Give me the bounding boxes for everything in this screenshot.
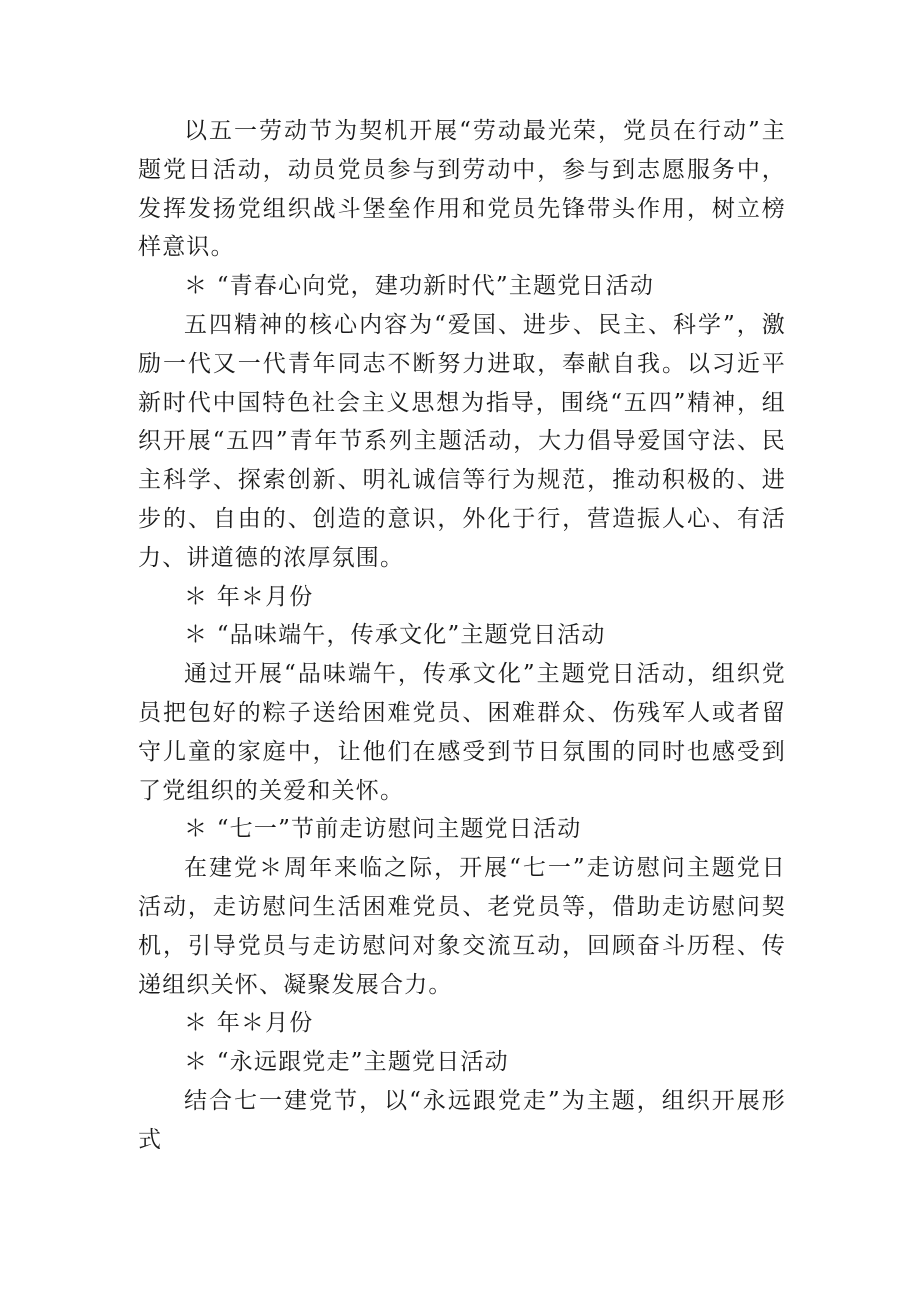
heading-july-first-visit: ＊ “七一”节前走访慰问主题党日活动 bbox=[184, 816, 582, 843]
document-body bbox=[138, 112, 786, 1160]
paragraph-may-fourth: 五四精神的核心内容为“爱国、进步、民主、科学”，激励一代又一代青年同志不断努力进取，奉献自我。以习近平新时代中国特色社会主义思想为指导，围绕“五四”精神，组织开展“五四”青年节系列主题活动，大力倡导爱国守法、民主科学、探索创新、明礼诚信等行为规范，推动积极的、进步的、自由的、创造的意识，外化于行，营造振人心、有活力、讲道德的浓厚氛围。 bbox=[138, 311, 786, 571]
paragraph-july-first-visit: 在建党＊周年来临之际，开展“七一”走访慰问主题党日活动，走访慰问生活困难党员、老党员等，借助走访慰问契机，引导党员与走访慰问对象交流互动，回顾奋斗历程、传递组织关怀、凝聚发展合力。 bbox=[138, 855, 786, 998]
paragraph-labor-day: 以五一劳动节为契机开展“劳动最光荣，党员在行动”主题党日活动，动员党员参与到劳动中，参与到志愿服务中，发挥发扬党组织战斗堡垒作用和党员先锋带头作用，树立榜样意识。 bbox=[138, 118, 786, 261]
heading-dragon-boat: ＊ “品味端午，传承文化”主题党日活动 bbox=[184, 622, 606, 649]
heading-month-1: ＊ 年＊月份 bbox=[184, 583, 314, 610]
heading-month-2: ＊ 年＊月份 bbox=[184, 1010, 314, 1037]
paragraph-dragon-boat: 通过开展“品味端午，传承文化”主题党日活动，组织党员把包好的粽子送给困难党员、困难群众、伤残军人或者留守儿童的家庭中，让他们在感受到节日氛围的同时也感受到了党组织的关爱和关怀。 bbox=[138, 661, 786, 804]
heading-follow-party: ＊ “永远跟党走”主题党日活动 bbox=[184, 1049, 509, 1076]
paragraph-follow-party: 结合七一建党节，以“永远跟党走”为主题，组织开展形式 bbox=[138, 1087, 786, 1153]
heading-youth-activity: ＊ “青春心向党，建功新时代”主题党日活动 bbox=[184, 273, 655, 300]
